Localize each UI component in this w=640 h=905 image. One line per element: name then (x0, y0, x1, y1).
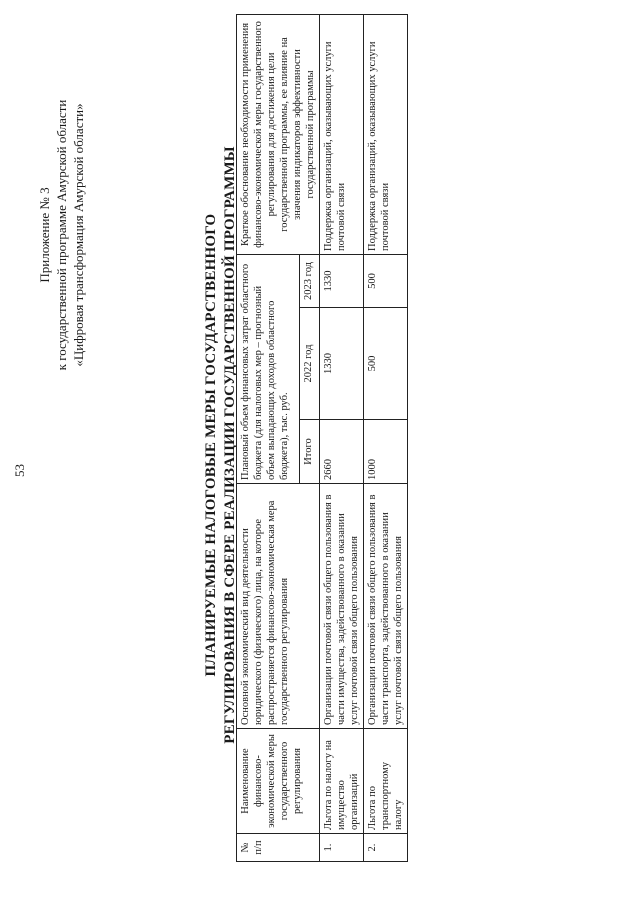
header-rationale: Краткое обоснование необходимости применения финансово-экономической меры государственного регулирования для достижения цели государственной программы, ее влияние на значения индикаторов эффективности государственной программы (237, 14, 320, 254)
cell-total: 2660 (320, 420, 364, 484)
header-num: № п/п (237, 834, 320, 862)
cell-measure-name: Льгота по налогу на имущество организаций (320, 729, 364, 834)
cell-2022: 1330 (320, 308, 364, 420)
appendix-line: к государственной программе Амурской области (54, 99, 69, 371)
document-heading (202, 135, 240, 755)
cell-activity: Организации почтовой связи общего пользования в части транспорта, задействованного в оказании услуг почтовой связи общего пользования (364, 484, 408, 729)
header-2023: 2023 год (300, 254, 320, 307)
cell-rationale: Поддержка организаций, оказывающих услуги почтовой связи (320, 14, 364, 254)
cell-num: 1. (320, 834, 364, 862)
header-activity: Основной экономический вид деятельности юридического (физического) лица, на которое распространяется финансово-экономическая мера государственного регулирования (237, 484, 320, 729)
appendix-line: Приложение № 3 (37, 187, 52, 283)
page-number: 53 (12, 464, 27, 477)
cell-activity: Организации почтовой связи общего пользования в части имущества, задействованного в оказании услуг почтовой связи общего пользования (320, 484, 364, 729)
heading-line: ПЛАНИРУЕМЫЕ НАЛОГОВЫЕ МЕРЫ ГОСУДАРСТВЕННОГО (203, 213, 219, 677)
tax-measures-table (236, 14, 408, 862)
cell-num: 2. (364, 834, 408, 862)
cell-2023: 1330 (320, 254, 364, 307)
header-total: Итого (300, 420, 320, 484)
header-measure-name: Наименование финансово-экономической меры государственного регулирования (237, 729, 320, 834)
cell-2023: 500 (364, 254, 408, 307)
cell-total: 1000 (364, 420, 408, 484)
cell-measure-name: Льгота по транспортному налогу (364, 729, 408, 834)
cell-2022: 500 (364, 308, 408, 420)
appendix-caption (36, 35, 87, 435)
header-planned-volume: Плановый объем финансовых затрат областного бюджета (для налоговых мер – прогнозный объем выпадающих доходов областного бюджета), тыс. руб. (237, 254, 300, 483)
appendix-line: «Цифровая трансформация Амурской области» (71, 103, 86, 367)
heading-line: РЕГУЛИРОВАНИЯ В СФЕРЕ РЕАЛИЗАЦИИ ГОСУДАРСТВЕННОЙ ПРОГРАММЫ (222, 146, 238, 744)
cell-rationale: Поддержка организаций, оказывающих услуги почтовой связи (364, 14, 408, 254)
table-header-row (237, 14, 300, 861)
table-row (320, 14, 364, 861)
table-row (364, 14, 408, 861)
header-2022: 2022 год (300, 308, 320, 420)
